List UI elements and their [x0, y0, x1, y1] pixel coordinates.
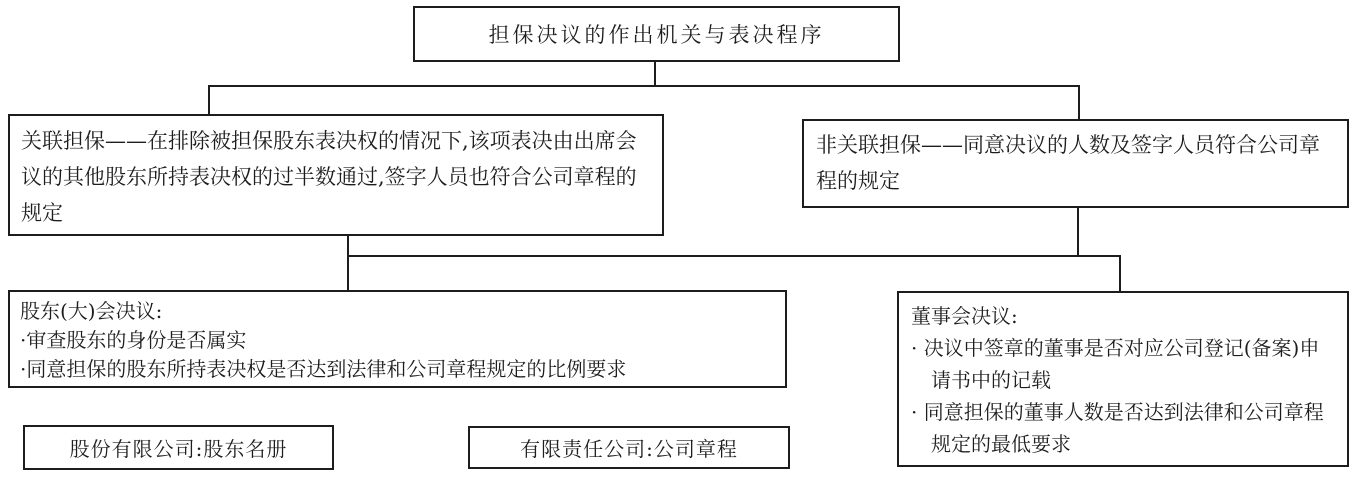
board-resolution-item: · 决议中签章的董事是否对应公司登记(备案)申请书中的记载	[911, 336, 1320, 392]
connector-drop-related	[208, 85, 210, 116]
board-resolution-box	[897, 291, 1349, 467]
root-box	[413, 6, 900, 62]
shareholders-resolution-box	[8, 290, 787, 388]
limited-liability-note-text: 有限责任公司:公司章程	[520, 437, 738, 461]
shareholders-resolution-item: ·审查股东的身份是否属实	[20, 328, 247, 352]
board-resolution-title: 董事会决议:	[911, 304, 1018, 328]
related-guarantee-text: 关联担保——在排除被担保股东表决权的情况下,该项表决由出席会议的其他股东所持表决权的过半数通过,签字人员也符合公司章程的规定	[21, 129, 637, 225]
root-box-label: 担保决议的作出机关与表决程序	[488, 23, 825, 47]
connector-related-to-bus	[347, 236, 349, 292]
connector-mid-bus	[347, 255, 1121, 257]
non-related-guarantee-text: 非关联担保——同意决议的人数及签字人员符合公司章程的规定	[816, 133, 1320, 193]
connector-root-stem	[654, 62, 656, 86]
board-resolution-item: · 同意担保的董事人数是否达到法律和公司章程规定的最低要求	[911, 400, 1324, 456]
connector-nonrelated-to-bus	[1077, 207, 1079, 257]
shareholders-resolution-item: ·同意担保的股东所持表决权是否达到法律和公司章程规定的比例要求	[20, 357, 627, 381]
connector-top-bus	[208, 85, 1080, 87]
connector-drop-board	[1119, 255, 1121, 293]
joint-stock-note-text: 股份有限公司:股东名册	[69, 437, 288, 461]
shareholders-resolution-title: 股东(大)会决议:	[20, 299, 163, 323]
joint-stock-note-box	[23, 425, 334, 470]
non-related-guarantee-box	[802, 119, 1349, 208]
limited-liability-note-box	[468, 426, 790, 469]
connector-drop-nonrelated	[1078, 85, 1080, 121]
related-guarantee-box	[8, 114, 664, 236]
